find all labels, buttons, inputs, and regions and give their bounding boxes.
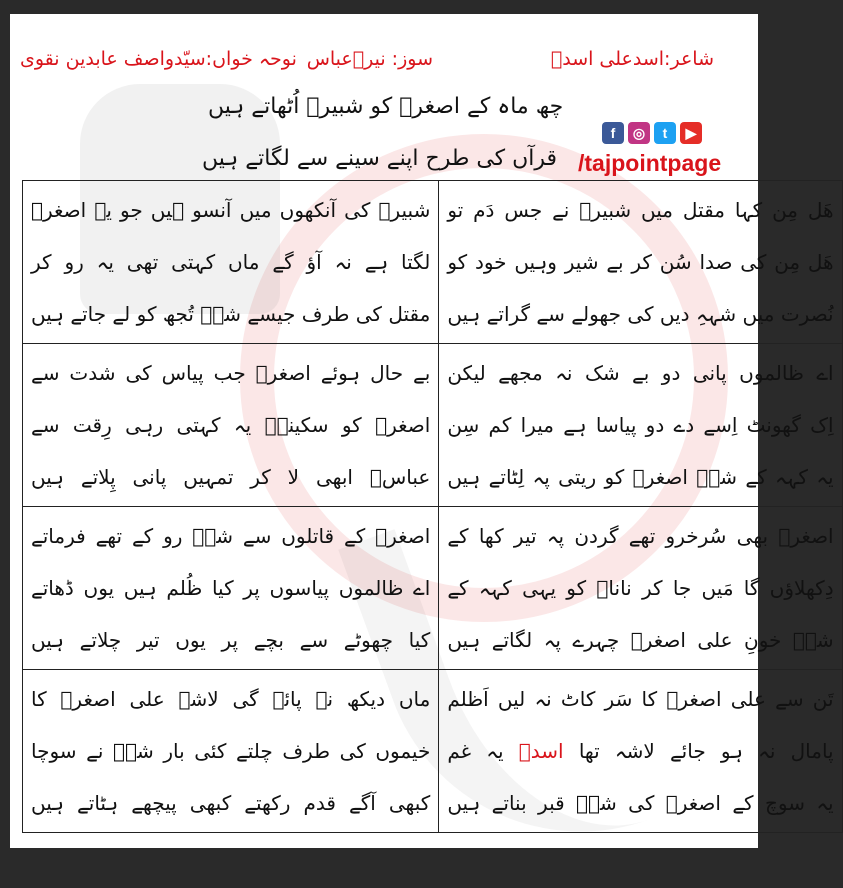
verse-line: بے حال ہوئے اصغرؑ جب پیاس کی شدت سے bbox=[31, 361, 431, 385]
stanza-cell-left bbox=[439, 181, 842, 344]
title-line-2: قرآں کی طرح اپنے سینے سے لگاتے ہیں bbox=[202, 146, 558, 171]
stanza-cell-right bbox=[23, 670, 439, 833]
lyrics-table bbox=[22, 180, 843, 833]
verse-line: عباسؑ ابھی لا کر تمہیں پانی پِلاتے ہیں bbox=[31, 465, 431, 489]
stanza-row bbox=[23, 181, 843, 344]
facebook-icon[interactable]: f bbox=[602, 122, 624, 144]
composer-credit: سوز: نیرؔعباس bbox=[306, 48, 433, 70]
stanza-row bbox=[23, 670, 843, 833]
lyrics-page bbox=[10, 14, 834, 848]
verse-text: یہ غم bbox=[447, 739, 504, 763]
verse-line: اصغرؑ کے قاتلوں سے شہؑ رو کے تھے فرماتے bbox=[31, 524, 431, 548]
verse-line: لگتا ہے نہ آؤ گے ماں کہتی تھی یہ رو کر bbox=[31, 250, 431, 274]
verse-line: یہ کہہ کے شہؑ اصغرؑ کو ریتی پہ لِٹاتے ہیں bbox=[447, 465, 834, 489]
twitter-icon[interactable]: t bbox=[654, 122, 676, 144]
verse-line: شہؑ خونِ علی اصغرؑ چہرے پہ لگاتے ہیں bbox=[447, 628, 834, 652]
stanza-cell-right bbox=[23, 344, 439, 507]
verse-line: دِکھلاؤں گا مَیں جا کر ناناؐ کو یہی کہہ کے bbox=[447, 576, 834, 600]
poet-pen-name: اسدؔ bbox=[518, 739, 564, 763]
verse-line: یہ سوچ کے اصغرؑ کی شہؑ قبر بناتے ہیں bbox=[447, 791, 834, 815]
stanza-row bbox=[23, 344, 843, 507]
verse-line: اے ظالموں پیاسوں پر کیا ظُلم ہیں یوں ڈھاتے bbox=[31, 576, 431, 600]
instagram-icon[interactable]: ◎ bbox=[628, 122, 650, 144]
stanza-cell-right bbox=[23, 507, 439, 670]
verse-line: شبیرؑ کی آنکھوں میں آنسو ہیں جو یہ اصغرؑ bbox=[31, 198, 431, 222]
title-line-1: چھ ماہ کے اصغرؑ کو شبیرؑ اُٹھاتے ہیں bbox=[208, 94, 564, 119]
verse-text: پامال نہ ہو جائے لاشہ تھا bbox=[578, 739, 834, 763]
poet-credit: شاعر:اسدعلی اسدؔ bbox=[550, 48, 714, 70]
verse-line: کیا چھوٹے سے بچے پر یوں تیر چلاتے ہیں bbox=[31, 628, 431, 652]
social-handle[interactable]: /tajpointpage bbox=[578, 150, 722, 176]
stanza-row bbox=[23, 507, 843, 670]
youtube-icon[interactable]: ▶ bbox=[680, 122, 702, 144]
verse-line: اصغرؑ کو سکینہؑ یہ کہتی رہی رِقت سے bbox=[31, 413, 431, 437]
stanza-cell-left bbox=[439, 670, 842, 833]
verse-line: اِک گھونٹ اِسے دے دو پیاسا ہے میرا کم سِن bbox=[447, 413, 834, 437]
social-icons bbox=[602, 122, 702, 144]
verse-line: خیموں کی طرف چلتے کئی بار شہؑ نے سوچا bbox=[31, 739, 431, 763]
verse-line: ماں دیکھ نہ پائے گی لاشہ علی اصغرؑ کا bbox=[31, 687, 431, 711]
stanza-cell-right bbox=[23, 181, 439, 344]
stanza-cell-left bbox=[439, 507, 842, 670]
verse-line: اصغرؑ بھی سُرخرو تھے گردن پہ تیر کھا کے bbox=[447, 524, 834, 548]
verse-line: ھَل مِن کی صدا سُن کر بے شیر وہیں خود کو bbox=[447, 250, 834, 274]
verse-line: تَن سے علی اصغرؑ کا سَر کاٹ نہ لیں اَظلم bbox=[447, 687, 834, 711]
stanza-cell-left bbox=[439, 344, 842, 507]
verse-line: کبھی آگے قدم رکھتے کبھی پیچھے ہٹاتے ہیں bbox=[31, 791, 431, 815]
verse-line: مقتل کی طرف جیسے شہؑ تُجھ کو لے جاتے ہیں bbox=[31, 302, 431, 326]
reciter-credit: نوحہ خواں:سیّدواصف عابدین نقوی bbox=[20, 48, 297, 70]
verse-line bbox=[447, 725, 833, 777]
verse-line: اے ظالموں پانی دو بے شک نہ مجھے لیکن bbox=[447, 361, 834, 385]
verse-line: ھَل مِن کہا مقتل میں شبیرؑ نے جس دَم تو bbox=[447, 198, 834, 222]
verse-line: نُصرت میں شہہِ دیں کی جھولے سے گراتے ہیں bbox=[447, 302, 834, 326]
